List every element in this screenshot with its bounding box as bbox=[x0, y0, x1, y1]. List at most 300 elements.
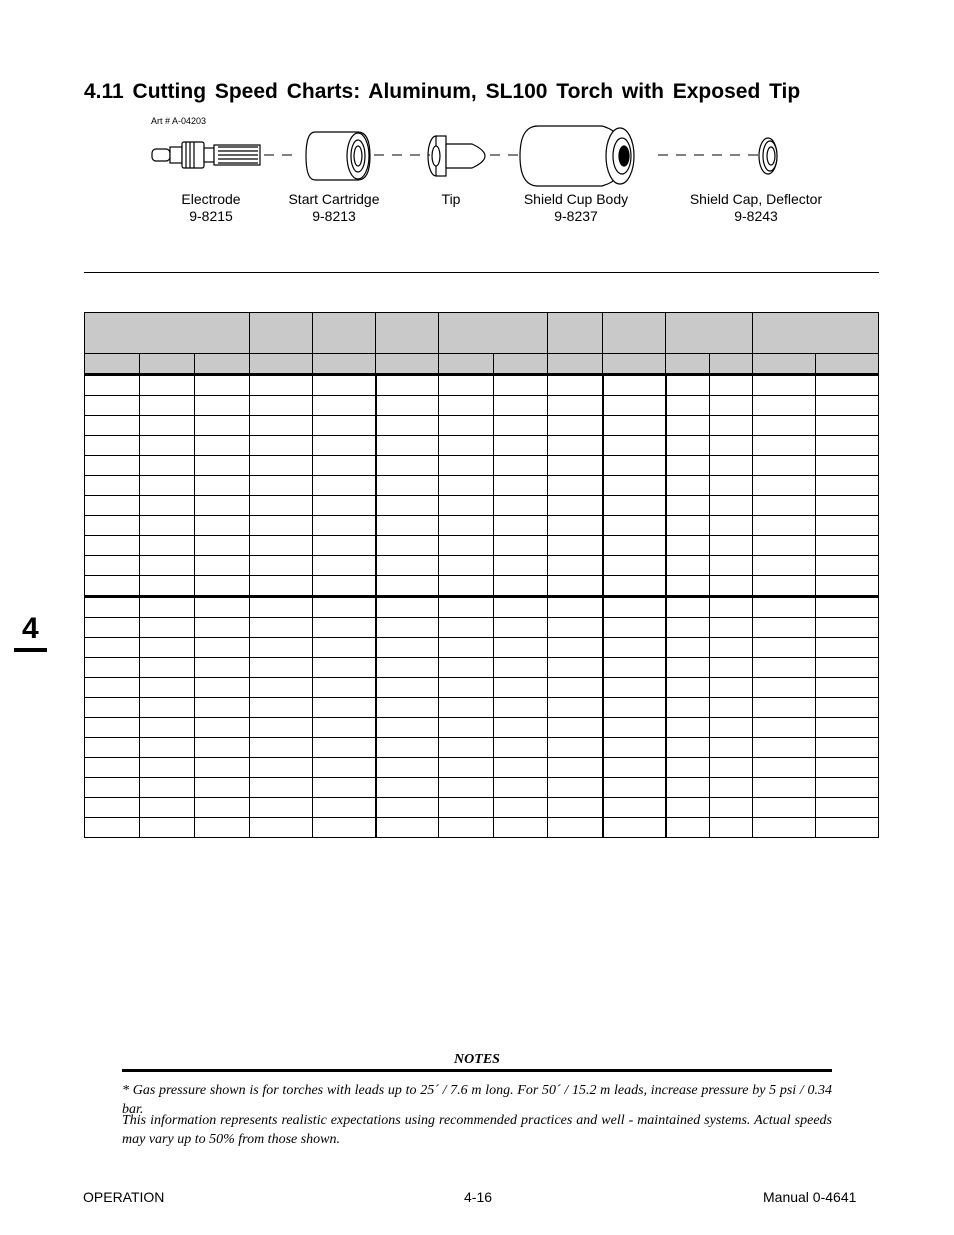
table-subheader-row bbox=[85, 354, 879, 375]
table-cell bbox=[548, 618, 603, 638]
table-subheader-cell bbox=[666, 354, 710, 375]
table-cell bbox=[85, 536, 140, 556]
table-cell bbox=[603, 818, 666, 838]
table-cell bbox=[494, 698, 548, 718]
table-cell bbox=[140, 396, 195, 416]
table-cell bbox=[548, 456, 603, 476]
table-cell bbox=[140, 476, 195, 496]
table-cell bbox=[313, 678, 376, 698]
table-cell bbox=[753, 738, 816, 758]
table-cell bbox=[313, 618, 376, 638]
table-cell bbox=[710, 456, 753, 476]
table-cell bbox=[195, 576, 250, 597]
table-row bbox=[85, 758, 879, 778]
table-cell bbox=[666, 396, 710, 416]
table-cell bbox=[710, 516, 753, 536]
table-cell bbox=[494, 375, 548, 396]
table-cell bbox=[195, 436, 250, 456]
table-row bbox=[85, 516, 879, 536]
table-row bbox=[85, 556, 879, 576]
table-cell bbox=[753, 496, 816, 516]
table-cell bbox=[816, 638, 879, 658]
table-cell bbox=[710, 758, 753, 778]
table-cell bbox=[195, 798, 250, 818]
table-cell bbox=[548, 758, 603, 778]
part-number: 9-8213 bbox=[312, 208, 356, 224]
table-cell bbox=[250, 778, 313, 798]
table-cell bbox=[85, 758, 140, 778]
table-cell bbox=[85, 698, 140, 718]
table-cell bbox=[494, 516, 548, 536]
table-cell bbox=[603, 375, 666, 396]
table-cell bbox=[494, 396, 548, 416]
table-cell bbox=[140, 456, 195, 476]
table-cell bbox=[494, 416, 548, 436]
table-cell bbox=[250, 718, 313, 738]
table-cell bbox=[753, 638, 816, 658]
table-cell bbox=[250, 496, 313, 516]
table-cell bbox=[85, 496, 140, 516]
table-cell bbox=[666, 618, 710, 638]
table-subheader-cell bbox=[603, 354, 666, 375]
table-subheader-cell bbox=[816, 354, 879, 375]
art-number: Art # A-04203 bbox=[151, 116, 207, 126]
table-cell bbox=[666, 536, 710, 556]
table-cell bbox=[376, 516, 439, 536]
table-cell bbox=[816, 658, 879, 678]
table-cell bbox=[753, 375, 816, 396]
table-cell bbox=[753, 758, 816, 778]
table-subheader-cell bbox=[494, 354, 548, 375]
part-number: 9-8237 bbox=[554, 208, 598, 224]
table-cell bbox=[376, 556, 439, 576]
table-cell bbox=[603, 436, 666, 456]
table-cell bbox=[250, 678, 313, 698]
table-cell bbox=[753, 476, 816, 496]
table-cell bbox=[439, 396, 494, 416]
table-row bbox=[85, 476, 879, 496]
table-cell bbox=[710, 798, 753, 818]
table-cell bbox=[753, 416, 816, 436]
table-row bbox=[85, 658, 879, 678]
table-cell bbox=[140, 658, 195, 678]
table-cell bbox=[439, 436, 494, 456]
part-name: Electrode bbox=[181, 191, 241, 207]
table-cell bbox=[376, 778, 439, 798]
tip-drawing bbox=[428, 136, 485, 176]
section-tab-number: 4 bbox=[22, 612, 39, 645]
table-cell bbox=[140, 375, 195, 396]
table-cell bbox=[816, 818, 879, 838]
table-cell bbox=[710, 638, 753, 658]
table-cell bbox=[666, 375, 710, 396]
table-cell bbox=[494, 798, 548, 818]
table-header-cell bbox=[439, 313, 548, 354]
table-cell bbox=[439, 556, 494, 576]
table-cell bbox=[439, 778, 494, 798]
shield-cap-deflector-drawing bbox=[759, 138, 777, 174]
table-cell bbox=[816, 698, 879, 718]
notes-heading: NOTES bbox=[454, 1052, 500, 1067]
table-cell bbox=[195, 396, 250, 416]
table-cell bbox=[313, 396, 376, 416]
table-cell bbox=[376, 536, 439, 556]
table-cell bbox=[250, 556, 313, 576]
table-cell bbox=[439, 496, 494, 516]
table-row bbox=[85, 496, 879, 516]
table-cell bbox=[376, 576, 439, 597]
table-cell bbox=[710, 416, 753, 436]
table-cell bbox=[439, 536, 494, 556]
table-cell bbox=[313, 436, 376, 456]
table-cell bbox=[494, 758, 548, 778]
table-cell bbox=[494, 436, 548, 456]
table-cell bbox=[250, 738, 313, 758]
table-cell bbox=[603, 536, 666, 556]
table-cell bbox=[250, 576, 313, 597]
table-cell bbox=[816, 618, 879, 638]
table-cell bbox=[85, 456, 140, 476]
table-cell bbox=[753, 396, 816, 416]
part-shield-cup-body bbox=[516, 191, 636, 225]
table-cell bbox=[548, 698, 603, 718]
table-row bbox=[85, 396, 879, 416]
table-cell bbox=[250, 416, 313, 436]
table-cell bbox=[250, 638, 313, 658]
table-cell bbox=[753, 618, 816, 638]
table-cell bbox=[710, 436, 753, 456]
table-cell bbox=[710, 576, 753, 597]
table-cell bbox=[195, 618, 250, 638]
table-cell bbox=[603, 556, 666, 576]
table-cell bbox=[439, 416, 494, 436]
table-cell bbox=[666, 576, 710, 597]
table-cell bbox=[603, 496, 666, 516]
table-cell bbox=[140, 818, 195, 838]
table-cell bbox=[376, 375, 439, 396]
table-cell bbox=[313, 758, 376, 778]
table-cell bbox=[140, 436, 195, 456]
table-cell bbox=[195, 778, 250, 798]
table-cell bbox=[195, 638, 250, 658]
table-cell bbox=[548, 658, 603, 678]
table-cell bbox=[494, 718, 548, 738]
table-cell bbox=[494, 678, 548, 698]
table-cell bbox=[250, 536, 313, 556]
table-cell bbox=[85, 738, 140, 758]
table-cell bbox=[666, 638, 710, 658]
table-cell bbox=[666, 798, 710, 818]
part-name: Shield Cap, Deflector bbox=[689, 191, 823, 207]
table-cell bbox=[603, 698, 666, 718]
table-cell bbox=[816, 678, 879, 698]
table-cell bbox=[439, 618, 494, 638]
table-cell bbox=[439, 576, 494, 597]
table-cell bbox=[753, 516, 816, 536]
table-cell bbox=[376, 416, 439, 436]
table-cell bbox=[666, 658, 710, 678]
table-cell bbox=[548, 396, 603, 416]
table-subheader-cell bbox=[548, 354, 603, 375]
table-row bbox=[85, 375, 879, 396]
table-cell bbox=[603, 597, 666, 618]
table-cell bbox=[439, 758, 494, 778]
table-cell bbox=[753, 597, 816, 618]
table-cell bbox=[85, 476, 140, 496]
table-row bbox=[85, 698, 879, 718]
table-cell bbox=[313, 778, 376, 798]
table-cell bbox=[710, 396, 753, 416]
table-cell bbox=[439, 718, 494, 738]
footer-page-number: 4-16 bbox=[464, 1189, 493, 1205]
part-shield-cap-deflector bbox=[681, 191, 831, 225]
table-cell bbox=[603, 798, 666, 818]
table-cell bbox=[140, 416, 195, 436]
table-cell bbox=[195, 375, 250, 396]
table-cell bbox=[710, 658, 753, 678]
table-cell bbox=[710, 818, 753, 838]
table-cell bbox=[548, 436, 603, 456]
table-cell bbox=[603, 576, 666, 597]
table-cell bbox=[710, 698, 753, 718]
table-cell bbox=[753, 818, 816, 838]
table-cell bbox=[710, 476, 753, 496]
table-cell bbox=[195, 698, 250, 718]
table-subheader-cell bbox=[195, 354, 250, 375]
table-row bbox=[85, 456, 879, 476]
table-cell bbox=[548, 476, 603, 496]
table-cell bbox=[85, 798, 140, 818]
table-cell bbox=[250, 698, 313, 718]
table-cell bbox=[439, 638, 494, 658]
table-subheader-cell bbox=[140, 354, 195, 375]
table-cell bbox=[816, 536, 879, 556]
part-tip bbox=[421, 191, 481, 208]
table-cell bbox=[439, 818, 494, 838]
table-cell bbox=[85, 416, 140, 436]
table-cell bbox=[710, 778, 753, 798]
table-cell bbox=[313, 456, 376, 476]
table-cell bbox=[603, 678, 666, 698]
table-row bbox=[85, 576, 879, 597]
table-cell bbox=[85, 375, 140, 396]
table-cell bbox=[376, 597, 439, 618]
table-cell bbox=[250, 516, 313, 536]
table-subheader-cell bbox=[376, 354, 439, 375]
table-cell bbox=[494, 536, 548, 556]
table-cell bbox=[85, 436, 140, 456]
table-cell bbox=[85, 658, 140, 678]
table-cell bbox=[376, 698, 439, 718]
table-cell bbox=[140, 556, 195, 576]
table-cell bbox=[548, 516, 603, 536]
table-cell bbox=[548, 778, 603, 798]
table-cell bbox=[753, 436, 816, 456]
section-tab-bar bbox=[14, 648, 47, 652]
table-cell bbox=[376, 718, 439, 738]
table-cell bbox=[816, 416, 879, 436]
table-cell bbox=[548, 818, 603, 838]
table-cell bbox=[313, 536, 376, 556]
table-cell bbox=[548, 375, 603, 396]
table-cell bbox=[85, 818, 140, 838]
table-cell bbox=[313, 798, 376, 818]
table-cell bbox=[603, 738, 666, 758]
table-cell bbox=[666, 818, 710, 838]
table-cell bbox=[494, 778, 548, 798]
table-header-cell bbox=[666, 313, 753, 354]
table-cell bbox=[753, 658, 816, 678]
table-cell bbox=[816, 738, 879, 758]
table-cell bbox=[494, 476, 548, 496]
table-cell bbox=[494, 556, 548, 576]
table-cell bbox=[666, 698, 710, 718]
table-cell bbox=[710, 556, 753, 576]
table-header-cell bbox=[250, 313, 313, 354]
table-cell bbox=[376, 618, 439, 638]
table-cell bbox=[816, 798, 879, 818]
footer-section: OPERATION bbox=[83, 1189, 165, 1205]
table-cell bbox=[753, 456, 816, 476]
table-cell bbox=[548, 638, 603, 658]
table-cell bbox=[195, 536, 250, 556]
table-cell bbox=[140, 576, 195, 597]
table-cell bbox=[313, 818, 376, 838]
table-cell bbox=[710, 618, 753, 638]
table-cell bbox=[666, 718, 710, 738]
table-cell bbox=[603, 638, 666, 658]
table-cell bbox=[816, 496, 879, 516]
table-cell bbox=[376, 476, 439, 496]
table-cell bbox=[85, 718, 140, 738]
table-cell bbox=[195, 476, 250, 496]
section-divider bbox=[84, 272, 879, 273]
table-cell bbox=[666, 778, 710, 798]
table-cell bbox=[250, 758, 313, 778]
table-cell bbox=[603, 718, 666, 738]
table-subheader-cell bbox=[710, 354, 753, 375]
table-cell bbox=[816, 375, 879, 396]
part-name: Start Cartridge bbox=[288, 191, 380, 207]
table-cell bbox=[494, 738, 548, 758]
table-cell bbox=[195, 456, 250, 476]
table-cell bbox=[666, 476, 710, 496]
table-cell bbox=[548, 496, 603, 516]
table-cell bbox=[603, 516, 666, 536]
table-cell bbox=[753, 678, 816, 698]
table-row bbox=[85, 818, 879, 838]
table-cell bbox=[710, 678, 753, 698]
part-name: Tip bbox=[441, 191, 461, 207]
table-cell bbox=[439, 658, 494, 678]
table-cell bbox=[85, 396, 140, 416]
table-cell bbox=[753, 698, 816, 718]
table-row bbox=[85, 638, 879, 658]
table-cell bbox=[195, 818, 250, 838]
table-cell bbox=[816, 556, 879, 576]
table-cell bbox=[140, 536, 195, 556]
table-cell bbox=[313, 658, 376, 678]
table-header-cell bbox=[376, 313, 439, 354]
table-cell bbox=[666, 556, 710, 576]
table-subheader-cell bbox=[439, 354, 494, 375]
table-cell bbox=[376, 678, 439, 698]
table-cell bbox=[250, 375, 313, 396]
table-cell bbox=[313, 638, 376, 658]
table-cell bbox=[85, 618, 140, 638]
table-cell bbox=[494, 576, 548, 597]
table-row bbox=[85, 618, 879, 638]
table-cell bbox=[548, 798, 603, 818]
table-cell bbox=[666, 758, 710, 778]
table-header-cell bbox=[85, 313, 250, 354]
torch-parts-illustration bbox=[140, 124, 800, 194]
table-header-cell bbox=[753, 313, 879, 354]
table-header-cell bbox=[603, 313, 666, 354]
table-row bbox=[85, 436, 879, 456]
note-gas-pressure: * Gas pressure shown is for torches with leads up to 25´ / 7.6 m long. For 50´ / 15.2 m leads, increase pressure by 5 psi / 0.34 bar. bbox=[122, 1083, 832, 1117]
table-row bbox=[85, 536, 879, 556]
table-cell bbox=[548, 576, 603, 597]
table-cell bbox=[548, 678, 603, 698]
table-cell bbox=[250, 798, 313, 818]
table-cell bbox=[140, 798, 195, 818]
table-cell bbox=[710, 536, 753, 556]
table-cell bbox=[195, 678, 250, 698]
table-cell bbox=[85, 516, 140, 536]
table-cell bbox=[376, 456, 439, 476]
table-cell bbox=[753, 556, 816, 576]
table-cell bbox=[85, 597, 140, 618]
table-cell bbox=[494, 638, 548, 658]
table-cell bbox=[313, 416, 376, 436]
table-cell bbox=[816, 718, 879, 738]
table-subheader-cell bbox=[313, 354, 376, 375]
table-cell bbox=[753, 576, 816, 597]
table-cell bbox=[195, 597, 250, 618]
table-cell bbox=[439, 456, 494, 476]
table-cell bbox=[494, 618, 548, 638]
table-cell bbox=[140, 638, 195, 658]
table-cell bbox=[710, 375, 753, 396]
table-cell bbox=[816, 516, 879, 536]
table-row bbox=[85, 597, 879, 618]
table-cell bbox=[376, 758, 439, 778]
table-cell bbox=[816, 576, 879, 597]
part-number: 9-8215 bbox=[189, 208, 233, 224]
table-cell bbox=[816, 456, 879, 476]
table-row bbox=[85, 678, 879, 698]
table-cell bbox=[666, 416, 710, 436]
table-cell bbox=[603, 618, 666, 638]
table-cell bbox=[85, 638, 140, 658]
table-cell bbox=[548, 556, 603, 576]
table-cell bbox=[666, 516, 710, 536]
table-cell bbox=[666, 456, 710, 476]
table-cell bbox=[250, 618, 313, 638]
table-cell bbox=[140, 496, 195, 516]
table-cell bbox=[140, 618, 195, 638]
table-cell bbox=[439, 375, 494, 396]
table-cell bbox=[753, 778, 816, 798]
table-cell bbox=[250, 396, 313, 416]
table-cell bbox=[376, 436, 439, 456]
table-cell bbox=[548, 597, 603, 618]
table-cell bbox=[313, 698, 376, 718]
table-cell bbox=[313, 718, 376, 738]
table-cell bbox=[85, 778, 140, 798]
table-subheader-cell bbox=[250, 354, 313, 375]
